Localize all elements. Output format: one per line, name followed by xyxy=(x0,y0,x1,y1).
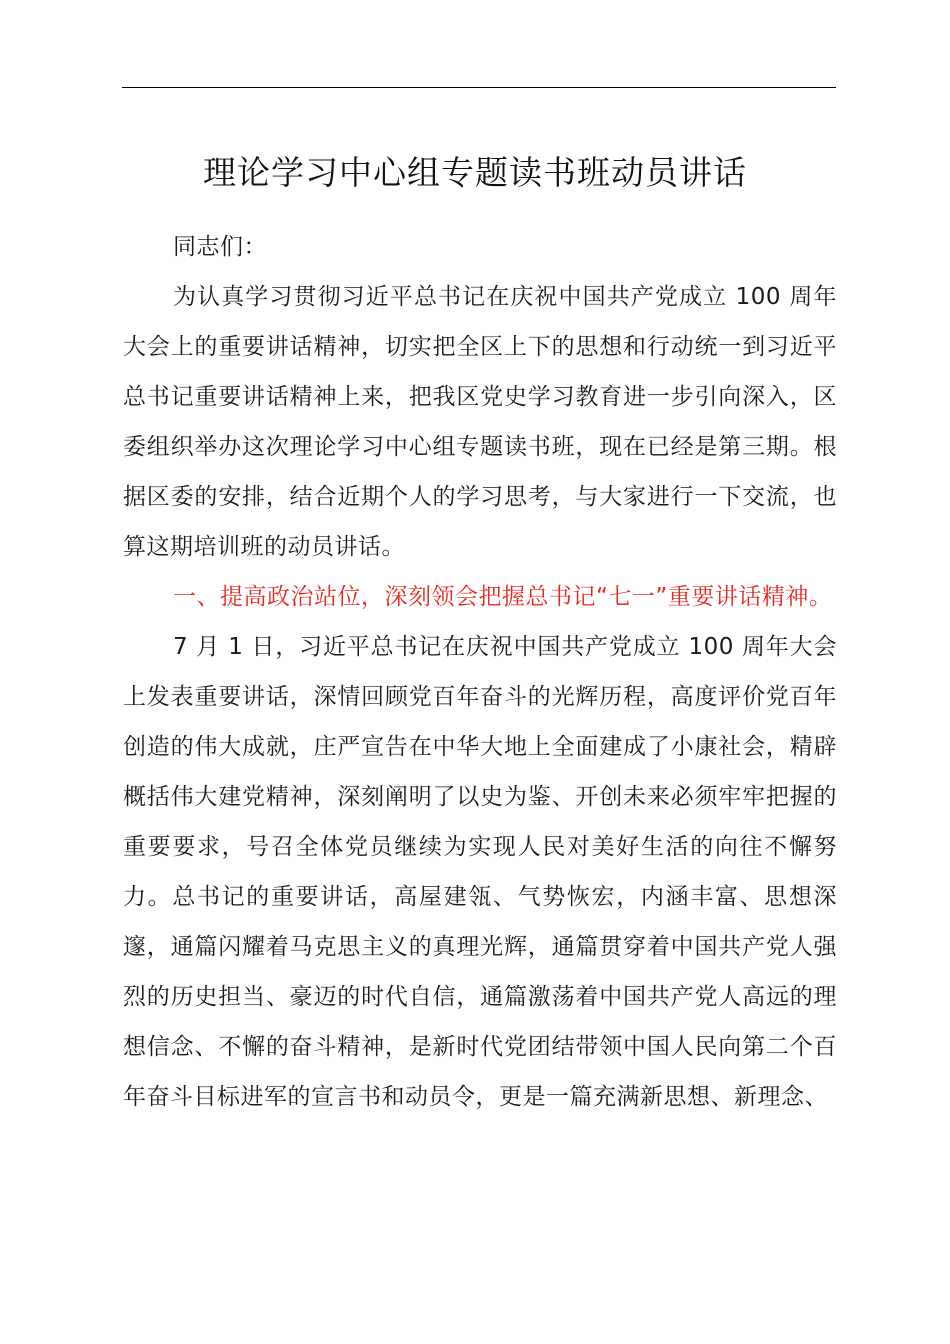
intro-paragraph: 为认真学习贯彻习近平总书记在庆祝中国共产党成立 100 周年大会上的重要讲话精神，切实把全区上下的思想和行动统一到习近平总书记重要讲话精神上来，把我区党史学习教育进一步引向深入，区委组织举办这次理论学习中心组专题读书班，现在已经是第三期。根据区委的安排，结合近期个人的学习思考，与大家进行一下交流，也算这期培训班的动员讲话。 xyxy=(123,284,837,560)
header-rule xyxy=(122,87,836,88)
section-1-paragraph: 7 月 1 日，习近平总书记在庆祝中国共产党成立 100 周年大会上发表重要讲话，深情回顾党百年奋斗的光辉历程，高度评价党百年创造的伟大成就，庄严宣告在中华大地上全面建成了小康社会，精辟概括伟大建党精神，深刻阐明了以史为鉴、开创未来必须牢牢把握的重要要求，号召全体党员继续为实现人民对美好生活的向往不懈努力。总书记的重要讲话，高屋建瓴、气势恢宏，内涵丰富、思想深邃，通篇闪耀着马克思主义的真理光辉，通篇贯穿着中国共产党人强烈的历史担当、豪迈的时代自信，通篇激荡着中国共产党人高远的理想信念、不懈的奋斗精神，是新时代党团结带领中国人民向第二个百年奋斗目标进军的宣言书和动员令，更是一篇充满新思想、新理念、 xyxy=(123,634,837,1110)
section-heading-1: 一、提高政治站位，深刻领会把握总书记“七一”重要讲话精神。 xyxy=(173,584,833,610)
salutation: 同志们： xyxy=(173,234,267,260)
document-title: 理论学习中心组专题读书班动员讲话 xyxy=(203,153,747,192)
document-body xyxy=(123,222,837,1122)
